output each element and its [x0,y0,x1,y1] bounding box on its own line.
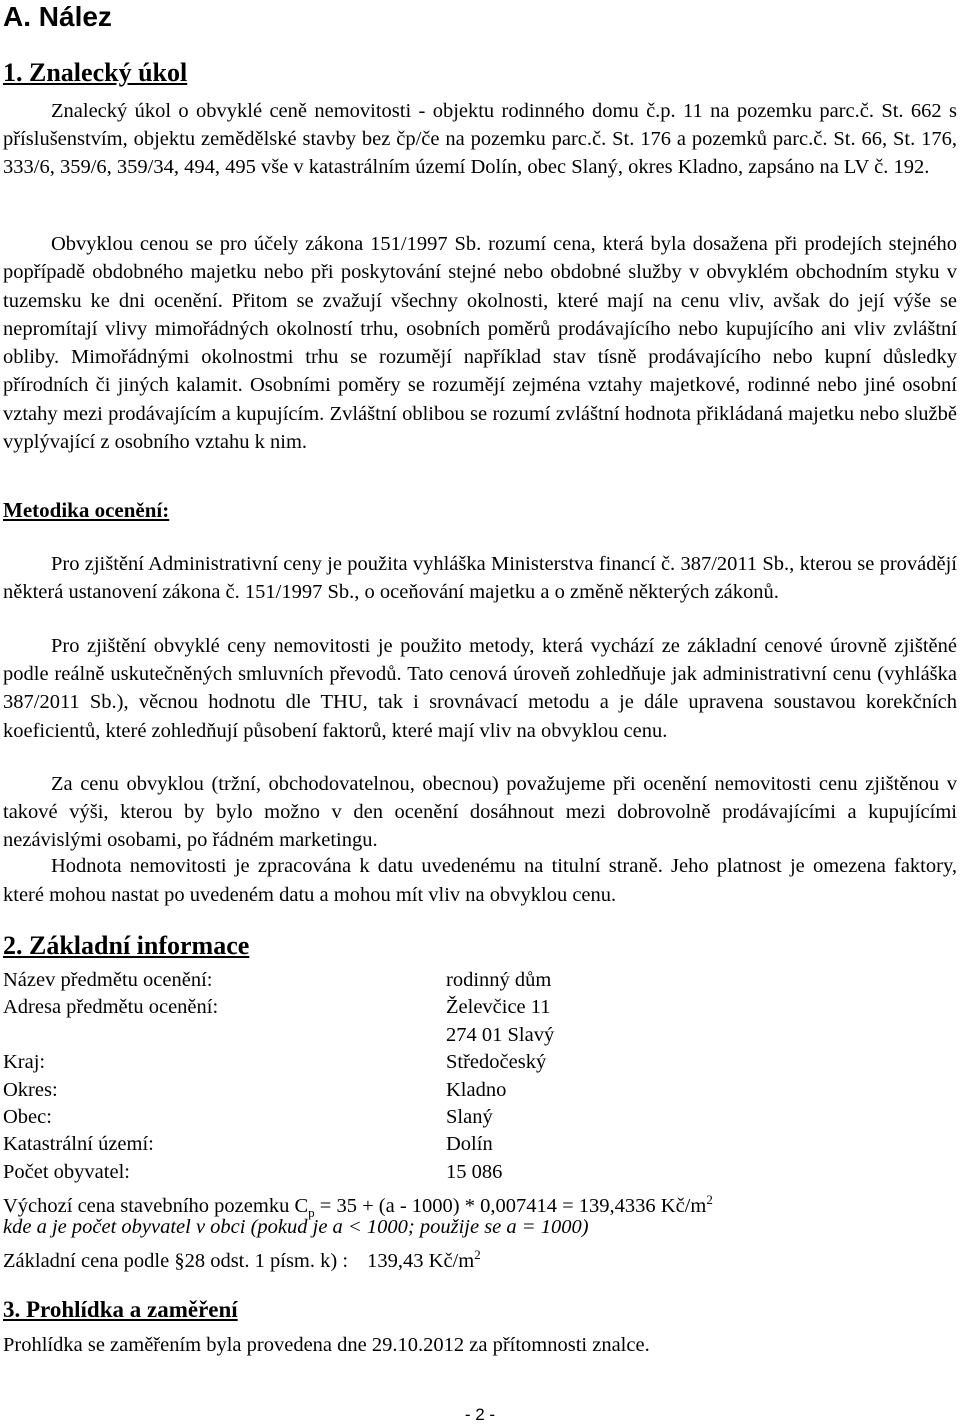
inspection-text: Prohlídka se zaměřením byla provedena dne 29.10.2012 za přítomnosti znalce. [3,1334,650,1356]
info-value: Středočeský [446,1051,547,1074]
info-value: Kladno [446,1078,507,1101]
info-row [3,967,957,994]
section3-title: 3. Prohlídka a zaměření [3,1297,238,1322]
info-row [3,1159,957,1186]
info-label: Adresa předmětu ocenění: [3,996,219,1019]
methodology-p1: Pro zjištění Administrativní ceny je použita vyhláška Ministerstva financí č. 387/2011 Sb., kterou se provádějí některá ustanovení zákona č. 151/1997 Sb., o oceňování majetku a o změně některých zákonů. [3,553,957,603]
task-paragraph: Znalecký úkol o obvyklé ceně nemovitosti - objektu rodinného domu č.p. 11 na pozemku parc.č. St. 662 s příslušenstvím, objektu zemědělské stavby bez čp/če na pozemku parc.č. St. 176 a pozemků parc.č. St. 66, St. 176, 333/6, 359/6, 359/34, 494, 495 vše v katastrálním území Dolín, obec Slaný, okres Kladno, zapsáno na LV č. 192. [3,100,957,178]
section1-title: 1. Znalecký úkol [3,58,188,87]
section2-title: 2. Základní informace [3,931,250,960]
land-price-formula [3,1186,957,1221]
base-price-label: Základní cena podle §28 odst. 1 písm. k) : [3,1249,349,1272]
info-row [3,994,957,1021]
info-row [3,1049,957,1076]
info-label: Katastrální území: [3,1133,154,1156]
formula-body: = 35 + (a - 1000) * 0,007414 = 139,4336 Kč/m [314,1194,707,1217]
info-label: Název předmětu ocenění: [3,969,213,991]
methodology-p2: Pro zjištění obvyklé ceny nemovitosti je použito metody, která vychází ze základní cenové úrovně zjištěné podle reálně uskutečněných smluvních převodů. Tato cenová úroveň zohledňuje jak administrativní cenu (vyhláška 387/2011 Sb.), věcnou hodnotu dle THU, tak i srovnávací metodu a je dále upravena soustavou korekčních koeficientů, které zohledňují působení faktorů, které mají vliv na obvyklou cenu. [3,635,957,742]
info-value: Slaný [446,1105,493,1128]
formula-superscript: 2 [706,1192,713,1208]
info-value: rodinný dům [446,969,552,991]
info-label: Počet obyvatel: [3,1160,130,1183]
formula-prefix: Výchozí cena stavebního pozemku C [3,1194,309,1217]
info-row [3,1022,957,1049]
page-number: - 2 - [464,1405,496,1424]
info-value: Dolín [446,1133,493,1156]
info-row [3,1104,957,1131]
formula-note: kde a je počet obyvatel v obci (pokud je a < 1000; použije se a = 1000) [3,1216,589,1239]
info-label: Kraj: [3,1051,46,1074]
base-price-superscript: 2 [474,1247,481,1263]
methodology-p3: Za cenu obvyklou (tržní, obchodovatelnou, obecnou) považujeme při ocenění nemovitosti cenu zjištěnou v takové výši, kterou by bylo možno v den ocenění dosáhnout mezi dobrovolně prodávajícími a kupujícími nezávislými osobami, po řádném marketingu. [3,773,957,852]
info-value: Želevčice 11 [446,996,551,1019]
methodology-title: Metodika ocenění: [3,498,170,522]
definition-paragraph: Obvyklou cenou se pro účely zákona 151/1997 Sb. rozumí cena, která byla dosažena při prodejích stejného popřípadě obdobného majetku nebo při poskytování stejné nebo obdobné služby v obvyklém obchodním styku v tuzemsku ke dni ocenění. Přitom se zvažují všechny okolnosti, které mají na cenu vliv, avšak do její výše se nepromítají vlivy mimořádných okolností trhu, osobních poměrů prodávajícího nebo kupujícího ani vliv zvláštní obliby. Mimořádnými okolnostmi trhu se rozumějí například stav tísně prodávajícího nebo kupní důsledky přírodních či jiných kalamit. Osobními poměry se rozumějí zejména vztahy majetkové, rodinné nebo jiné osobní vztahy mezi prodávajícím a kupujícím. Zvláštní oblibou se rozumí zvláštní hodnota přikládaná majetku nebo službě vyplývající z osobního vztahu k nim. [3,233,957,454]
methodology-p4: Hodnota nemovitosti je zpracována k datu uvedenému na titulní straně. Jeho platnost je omezena faktory, které mohou nastat po uvedeném datu a mohou mít vliv na obvyklou cenu. [3,855,957,906]
heading-nalez: A. Nález [3,1,112,32]
basic-info-table [3,967,957,1272]
info-label: Obec: [3,1105,52,1128]
info-value: 274 01 Slavý [446,1023,555,1046]
info-label: Okres: [3,1078,58,1101]
info-row [3,1077,957,1104]
formula-subscript: p [308,1205,315,1221]
info-value: 15 086 [446,1160,503,1183]
info-row [3,1131,957,1158]
base-price-value: 139,43 Kč/m [367,1249,475,1272]
base-price-row [3,1241,957,1272]
